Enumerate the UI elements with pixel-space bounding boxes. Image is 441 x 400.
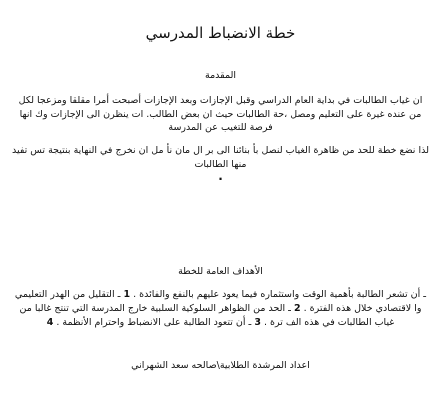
- goal-number: 3: [254, 316, 261, 328]
- author-signature: اعداد المرشدة الطلابية\صالحه سعد الشهراني: [131, 360, 310, 371]
- document-title: خطة الانضباط المدرسي: [145, 24, 296, 42]
- goal-text: ـ أن تشعر الطالبة بأهمية الوقت واستثماره فيما يعود عليهم بالنفع والفائدة .: [133, 289, 427, 300]
- goal-item: [123, 289, 426, 300]
- separator-dot: .: [218, 169, 223, 183]
- intro-paragraph: لذا نضع خطة للحد من ظاهرة الغياب لنصل بأ بنائنا الى بر ال مان نأ مل ان نخرج في النهاية بنتيجة تس تفيد منها الطالبات: [11, 145, 429, 170]
- goals-list: [10, 288, 431, 329]
- intro-heading: المقدمة: [204, 70, 236, 81]
- goal-text: ـ التقليل من الهدر التعليمي وا لاقتصادي خلال هذه الفترة .: [14, 289, 422, 314]
- goal-text: ـ الحد من الظواهر السلوكية السلبية خارج المدرسة التي تنتج غالبا من غياب الطالبات في هذه الف ترة .: [19, 302, 395, 328]
- goals-heading: الأهداف العامة للخطة: [178, 266, 263, 277]
- goal-item: [47, 317, 252, 328]
- goal-text: ـ أن تتعود الطالبة على الانضباط واحترام الأنظمة .: [56, 316, 252, 328]
- goal-number: 4: [46, 316, 54, 328]
- goal-number: 2: [293, 302, 301, 314]
- goal-number: 1: [123, 289, 131, 300]
- intro-paragraph: ان غياب الطالبات في بداية العام الدراسي وقبل الإجازات وبعد الإجازات أصبحت أمرا مقلقا ومزعجا لكل من عنده غيرة على التعليم ومصل ،حة الطالبات حيث ان بعض الطالب. ات ينظرن الى الإجازات وك انها فرصة للتغيب عن المدرسة: [18, 95, 423, 133]
